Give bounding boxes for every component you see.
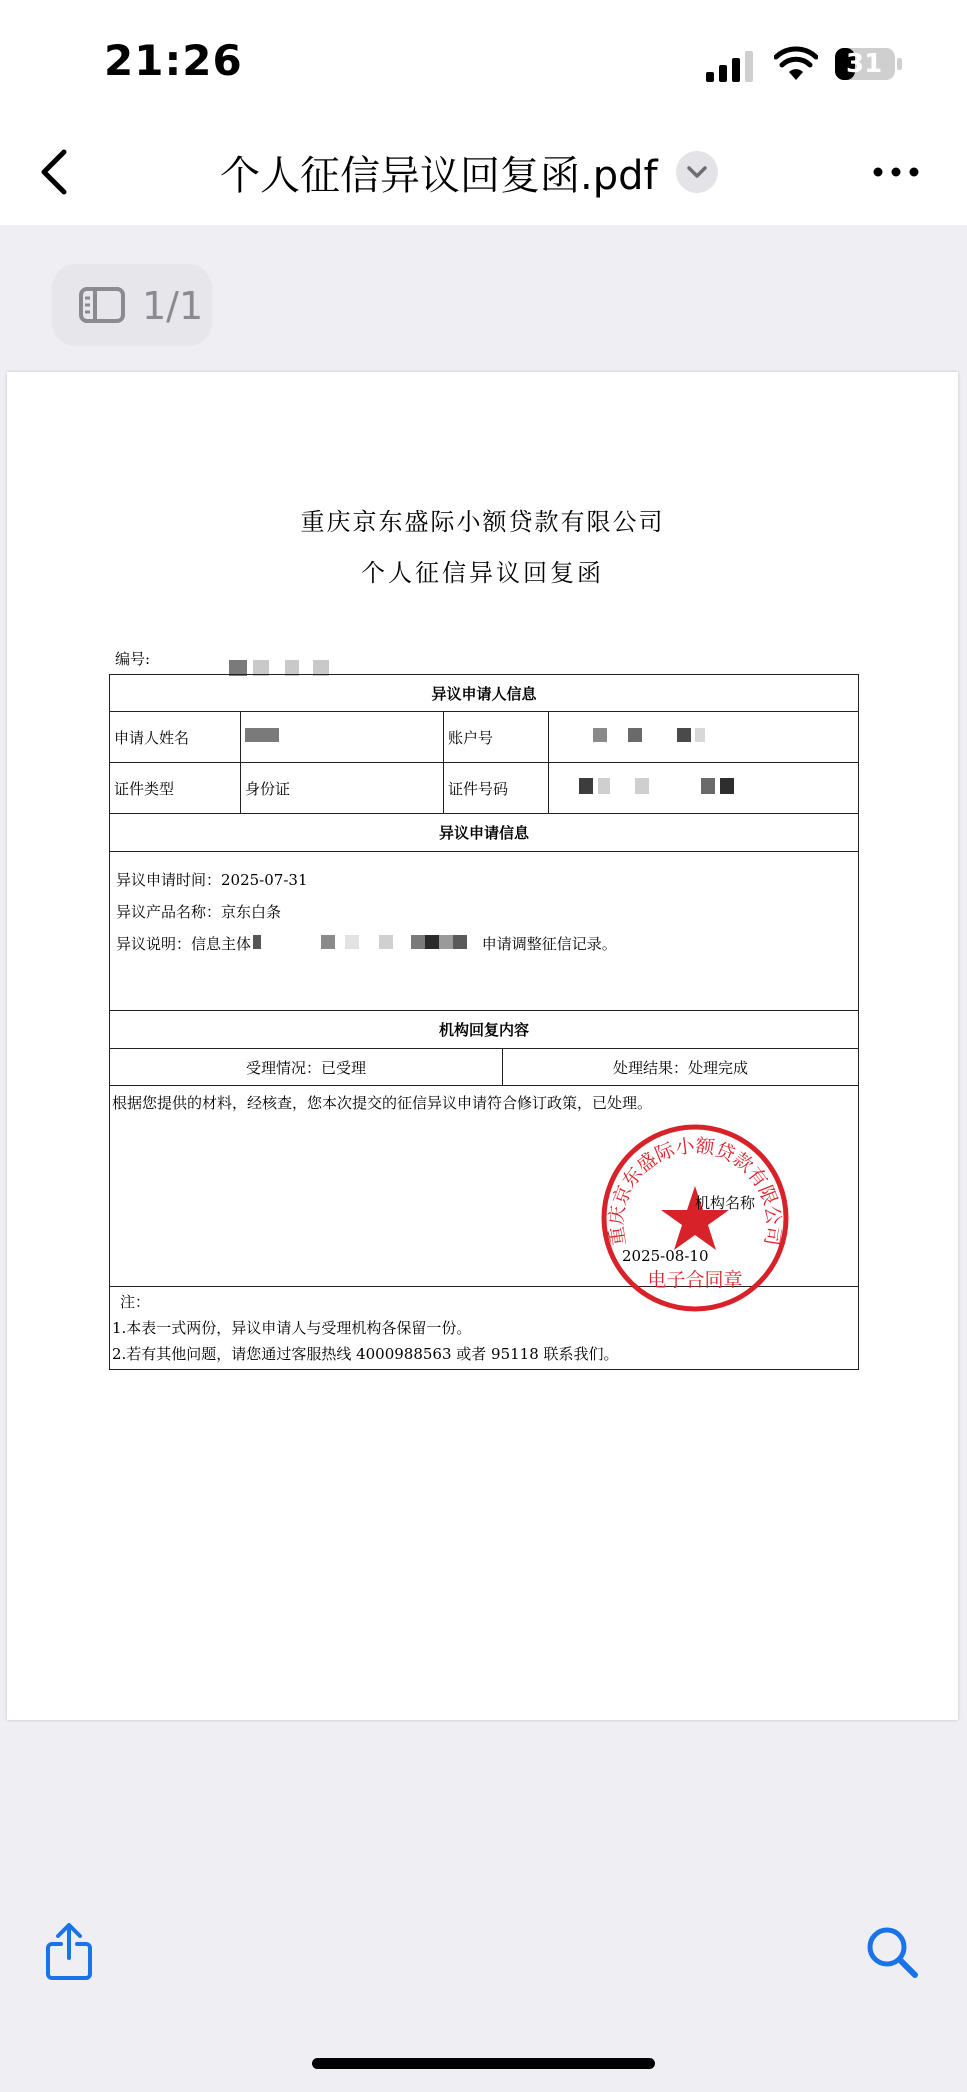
section-applicant-header: 异议申请人信息 — [110, 675, 859, 712]
id-type-label: 证件类型 — [110, 763, 241, 814]
request-time: 异议申请时间：2025-07-31 — [116, 871, 308, 889]
reply-content: 根据您提供的材料，经核查，您本次提交的征信异议申请符合修订政策，已处理。 — [110, 1086, 859, 1287]
home-indicator[interactable] — [312, 2058, 655, 2069]
more-icon[interactable] — [872, 152, 920, 192]
name-value — [241, 712, 444, 763]
wifi-icon — [774, 46, 818, 82]
page-thumbnails-button[interactable] — [52, 264, 212, 346]
share-icon[interactable] — [44, 1920, 94, 1982]
page-indicator: 1/1 — [142, 284, 204, 328]
request-details — [110, 852, 859, 1011]
sidebar-icon — [78, 286, 126, 324]
seal-bottom-text: 电子合同章 — [647, 1269, 743, 1291]
document-title-button[interactable] — [220, 142, 718, 202]
note-1: 1.本表一式两份，异议申请人与受理机构各保留一份。 — [112, 1319, 472, 1337]
process-result: 处理结果：处理完成 — [503, 1049, 859, 1086]
org-name-label: 机构名称 — [695, 1194, 756, 1212]
request-description: 异议说明：信息主体 申请调整征信记录。 — [116, 935, 617, 953]
id-type-value: 身份证 — [241, 763, 444, 814]
account-value — [549, 712, 859, 763]
reply-date: 2025-08-10 — [622, 1247, 709, 1265]
chevron-down-icon[interactable] — [676, 151, 718, 193]
seal-ring-text: 重庆京东盛际小额贷款有限公司 — [605, 1134, 785, 1247]
acceptance-status: 受理情况：已受理 — [110, 1049, 503, 1086]
battery-level: 31 — [846, 49, 883, 79]
note-2: 2.若有其他问题，请您通过客服热线 4000988563 或者 95118 联系我们。 — [112, 1345, 619, 1363]
section-request-header: 异议申请信息 — [110, 814, 859, 852]
back-icon[interactable] — [36, 146, 72, 198]
account-label: 账户号 — [444, 712, 549, 763]
id-number-value — [549, 763, 859, 814]
notes-title: 注： — [120, 1293, 151, 1311]
top-bar — [0, 0, 967, 225]
section-reply-header: 机构回复内容 — [110, 1011, 859, 1049]
letter-title: 个人征信异议回复函 — [361, 559, 604, 587]
status-time: 21:26 — [104, 36, 243, 85]
document-title: 个人征信异议回复函.pdf — [220, 152, 658, 199]
number-label: 编号: — [115, 650, 151, 668]
search-icon[interactable] — [864, 1924, 920, 1980]
id-number-label: 证件号码 — [444, 763, 549, 814]
battery-icon — [834, 47, 904, 81]
name-label: 申请人姓名 — [110, 712, 241, 763]
company-seal — [597, 1120, 793, 1316]
cellular-signal-icon — [706, 50, 756, 82]
request-product: 异议产品名称：京东白条 — [116, 903, 282, 921]
company-name: 重庆京东盛际小额贷款有限公司 — [300, 508, 665, 536]
pdf-page — [7, 372, 958, 1720]
